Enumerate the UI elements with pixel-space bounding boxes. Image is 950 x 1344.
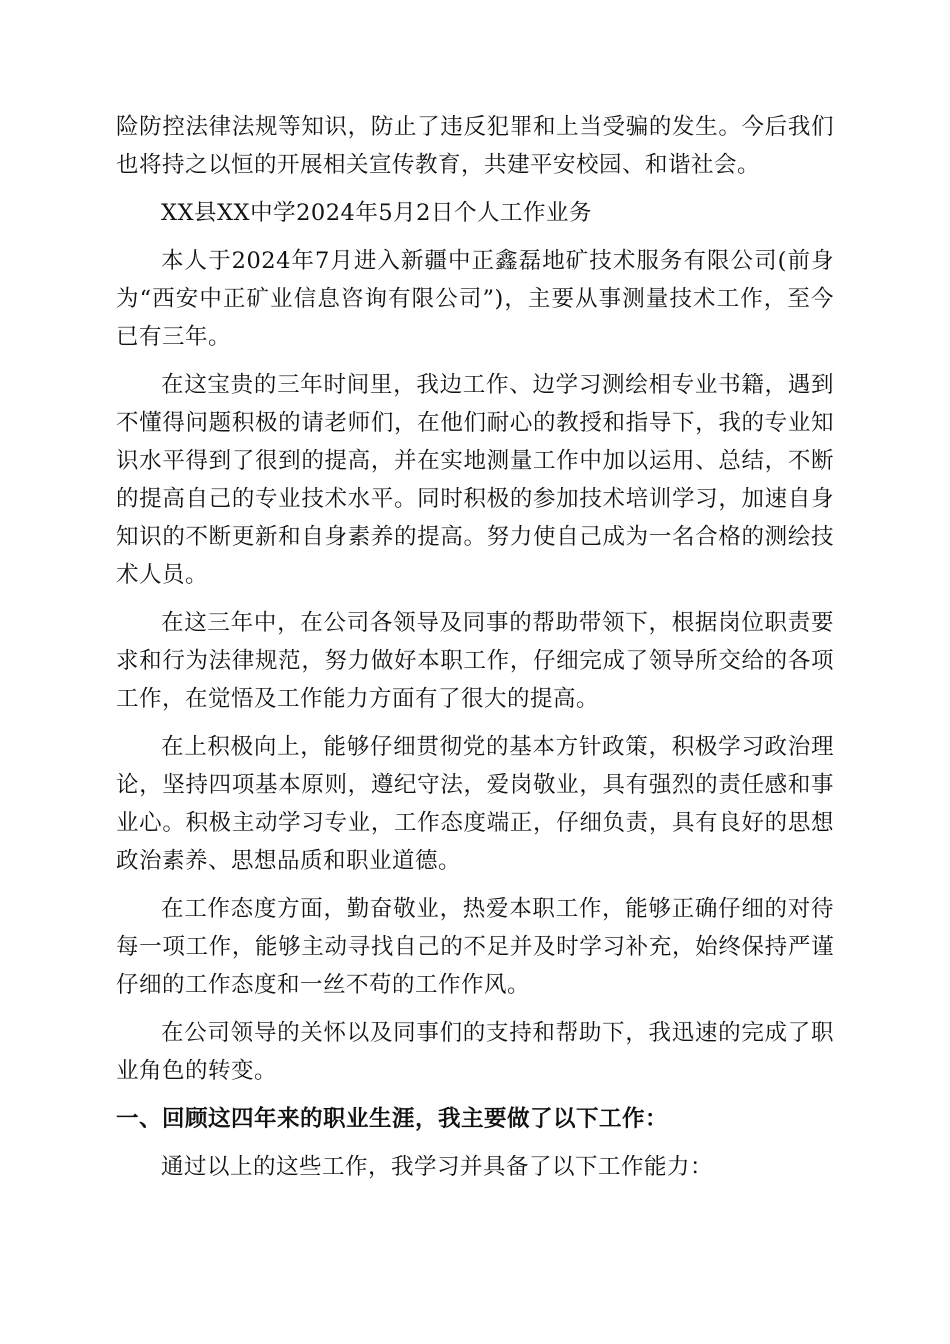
- paragraph-role-change: 在公司领导的关怀以及同事们的支持和帮助下，我迅速的完成了职业角色的转变。: [116, 1020, 834, 1084]
- document-title-line: XX县XX中学2024年5月2日个人工作业务: [161, 200, 592, 226]
- paragraph-continuation: 险防控法律法规等知识，防止了违反犯罪和上当受骗的发生。今后我们也将持之以恒的开展相关宣传教育，共建平安校园、和谐社会。: [116, 114, 834, 178]
- paragraph-intro: 本人于2024年7月进入新疆中正鑫磊地矿技术服务有限公司(前身为“西安中正矿业信息咨询有限公司”)，主要从事测量技术工作，至今已有三年。: [116, 248, 834, 350]
- document-body: [116, 108, 834, 1186]
- paragraph-three-years: 在这三年中，在公司各领导及同事的帮助带领下，根据岗位职责要求和行为法律规范，努力做好本职工作，仔细完成了领导所交给的各项工作，在觉悟及工作能力方面有了很大的提高。: [116, 610, 834, 712]
- paragraph-political: 在上积极向上，能够仔细贯彻党的基本方针政策，积极学习政治理论，坚持四项基本原则，遵纪守法，爱岗敬业，具有强烈的责任感和事业心。积极主动学习专业，工作态度端正，仔细负责，具有良好的思想政治素养、思想品质和职业道德。: [116, 734, 834, 874]
- paragraph-abilities: 通过以上的这些工作，我学习并具备了以下工作能力：: [161, 1154, 714, 1180]
- paragraph-learning: 在这宝贵的三年时间里，我边工作、边学习测绘相专业书籍，遇到不懂得问题积极的请老师们，在他们耐心的教授和指导下，我的专业知识水平得到了很到的提高，并在实地测量工作中加以运用、总结，不断的提高自己的专业技术水平。同时积极的参加技术培训学习，加速自身知识的不断更新和自身素养的提高。努力使自己成为一名合格的测绘技术人员。: [116, 372, 834, 588]
- section-heading: 一、回顾这四年来的职业生涯，我主要做了以下工作：: [116, 1106, 669, 1132]
- paragraph-attitude: 在工作态度方面，勤奋敬业，热爱本职工作，能够正确仔细的对待每一项工作，能够主动寻找自己的不足并及时学习补充，始终保持严谨仔细的工作态度和一丝不苟的工作作风。: [116, 896, 834, 998]
